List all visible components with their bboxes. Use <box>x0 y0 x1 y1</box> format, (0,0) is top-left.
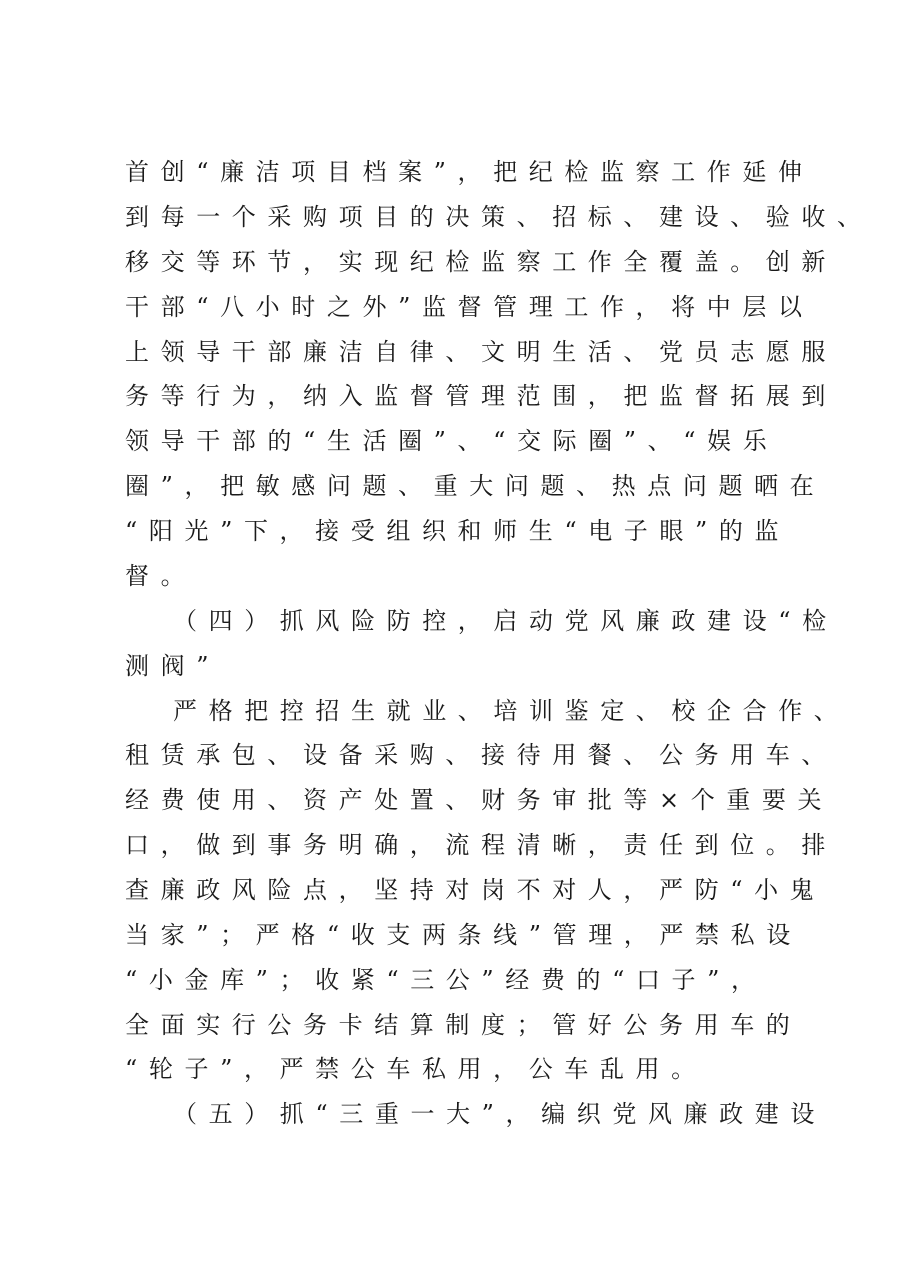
text-line: 务等行为，纳入监督管理范围，把监督拓展到 <box>125 382 837 410</box>
text-line: 首创“廉洁项目档案”，把纪检监察工作延伸 <box>125 158 814 186</box>
text-line: 圈”，把敏感问题、重大问题、热点问题晒在 <box>125 472 826 500</box>
section-heading-5: （五）抓“三重一大”，编织党风廉政建设 <box>173 1100 826 1128</box>
text-line: 移交等环节，实现纪检监察工作全覆盖。创新 <box>125 248 837 276</box>
text-line: 领导干部的“生活圈”、“交际圈”、“娱乐 <box>125 427 779 455</box>
text-line: “小金库”；收紧“三公”经费的“口子”， <box>125 966 767 994</box>
text-line: 查廉政风险点，坚持对岗不对人，严防“小鬼 <box>125 876 826 904</box>
section-heading-4-cont: 测阀” <box>125 652 221 680</box>
section-heading-4: （四）抓风险防控，启动党风廉政建设“检 <box>173 607 838 635</box>
text-line: 口，做到事务明确，流程清晰，责任到位。排 <box>125 831 837 859</box>
text-line: 当家”；严格“收支两条线”管理，严禁私设 <box>125 921 802 949</box>
text-line: “轮子”，严禁公车私用，公车乱用。 <box>125 1055 707 1083</box>
text-line: 干部“八小时之外”监督管理工作，将中层以 <box>125 293 814 321</box>
text-line: 到每一个采购项目的决策、招标、建设、验收、 <box>125 203 873 231</box>
text-line: 上领导干部廉洁自律、文明生活、党员志愿服 <box>125 338 837 366</box>
text-line: “阳光”下，接受组织和师生“电子眼”的监 <box>125 517 791 545</box>
text-line: 督。 <box>125 562 197 590</box>
text-line: 全面实行公务卡结算制度；管好公务用车的 <box>125 1011 802 1039</box>
text-line: 经费使用、资产处置、财务审批等×个重要关 <box>125 786 834 814</box>
text-line: 租赁承包、设备采购、接待用餐、公务用车、 <box>125 741 837 769</box>
paragraph-start: 严格把控招生就业、培训鉴定、校企合作、 <box>173 697 850 725</box>
